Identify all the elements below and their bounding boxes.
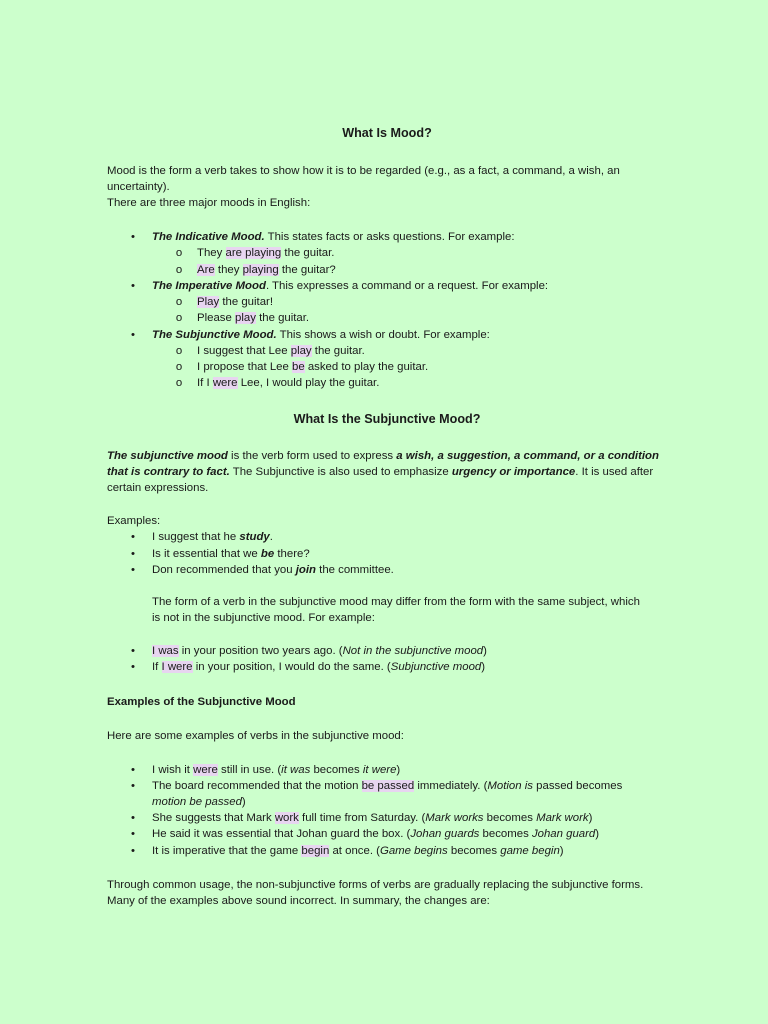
- example-line: I propose that Lee be asked to play the guitar.: [197, 361, 429, 373]
- bullet-icon: •: [131, 812, 135, 824]
- bullet-icon: •: [131, 764, 135, 776]
- bullet-icon: •: [131, 329, 135, 341]
- bullet-icon: •: [131, 548, 135, 560]
- example-line: I suggest that Lee play the guitar.: [197, 345, 365, 357]
- intro-line-3: There are three major moods in English:: [107, 197, 311, 209]
- list-item-continuation: motion be passed): [152, 796, 246, 808]
- closing-line-2: Many of the examples above sound incorrect. In summary, the changes are:: [107, 895, 490, 907]
- list-item: I suggest that he study.: [152, 531, 273, 543]
- heading-subjunctive-mood: What Is the Subjunctive Mood?: [293, 412, 481, 426]
- bullet-icon: •: [131, 280, 135, 292]
- circle-bullet-icon: o: [175, 377, 183, 389]
- circle-bullet-icon: o: [175, 345, 183, 357]
- list-item: The board recommended that the motion be passed immediately. (Motion is passed becomes: [152, 780, 623, 792]
- definition-line-1: The subjunctive mood is the verb form used to express a wish, a suggestion, a command, or a condition: [107, 450, 659, 462]
- form-note-line-2: is not in the subjunctive mood. For example:: [152, 612, 375, 624]
- list-item: Is it essential that we be there?: [152, 548, 310, 560]
- bullet-icon: •: [131, 828, 135, 840]
- examples-label: Examples:: [107, 515, 161, 527]
- example-line: Please play the guitar.: [197, 312, 310, 324]
- example-line: Play the guitar!: [197, 296, 273, 308]
- bullet-icon: •: [131, 780, 135, 792]
- bullet-icon: •: [131, 645, 135, 657]
- circle-bullet-icon: o: [175, 247, 183, 259]
- example-line: If I were Lee, I would play the guitar.: [197, 377, 380, 389]
- definition-line-3: certain expressions.: [107, 482, 209, 494]
- mood-imperative: The Imperative Mood. This expresses a command or a request. For example:: [152, 280, 549, 292]
- bullet-icon: •: [131, 231, 135, 243]
- subheading-examples: Examples of the Subjunctive Mood: [107, 696, 296, 708]
- list-item: Don recommended that you join the committee.: [152, 564, 394, 576]
- circle-bullet-icon: o: [175, 264, 183, 276]
- intro-examples-line: Here are some examples of verbs in the subjunctive mood:: [107, 730, 404, 742]
- list-item: He said it was essential that Johan guard the box. (Johan guards becomes Johan guard): [152, 828, 600, 840]
- mood-indicative: The Indicative Mood. This states facts or asks questions. For example:: [152, 231, 515, 243]
- intro-line-2: uncertainty).: [107, 181, 170, 193]
- bullet-icon: •: [131, 661, 135, 673]
- intro-line-1: Mood is the form a verb takes to show how it is to be regarded (e.g., as a fact, a command, a wish, an: [107, 165, 620, 177]
- circle-bullet-icon: o: [175, 361, 183, 373]
- closing-line-1: Through common usage, the non-subjunctive forms of verbs are gradually replacing the subjunctive forms.: [107, 879, 644, 891]
- circle-bullet-icon: o: [175, 312, 183, 324]
- circle-bullet-icon: o: [175, 296, 183, 308]
- definition-line-2: that is contrary to fact. The Subjunctive is also used to emphasize urgency or importance. It is used after: [107, 466, 654, 478]
- list-item: If I were in your position, I would do the same. (Subjunctive mood): [152, 661, 486, 673]
- example-line: Are they playing the guitar?: [197, 264, 336, 276]
- list-item: I was in your position two years ago. (Not in the subjunctive mood): [152, 645, 487, 657]
- list-item: I wish it were still in use. (it was becomes it were): [152, 764, 401, 776]
- bullet-icon: •: [131, 845, 135, 857]
- form-note-line-1: The form of a verb in the subjunctive mood may differ from the form with the same subject, which: [152, 596, 640, 608]
- list-item: She suggests that Mark work full time from Saturday. (Mark works becomes Mark work): [152, 812, 593, 824]
- bullet-icon: •: [131, 531, 135, 543]
- mood-subjunctive: The Subjunctive Mood. This shows a wish or doubt. For example:: [152, 329, 490, 341]
- example-line: They are playing the guitar.: [197, 247, 335, 259]
- bullet-icon: •: [131, 564, 135, 576]
- heading-what-is-mood: What Is Mood?: [342, 126, 432, 140]
- list-item: It is imperative that the game begin at once. (Game begins becomes game begin): [152, 845, 564, 857]
